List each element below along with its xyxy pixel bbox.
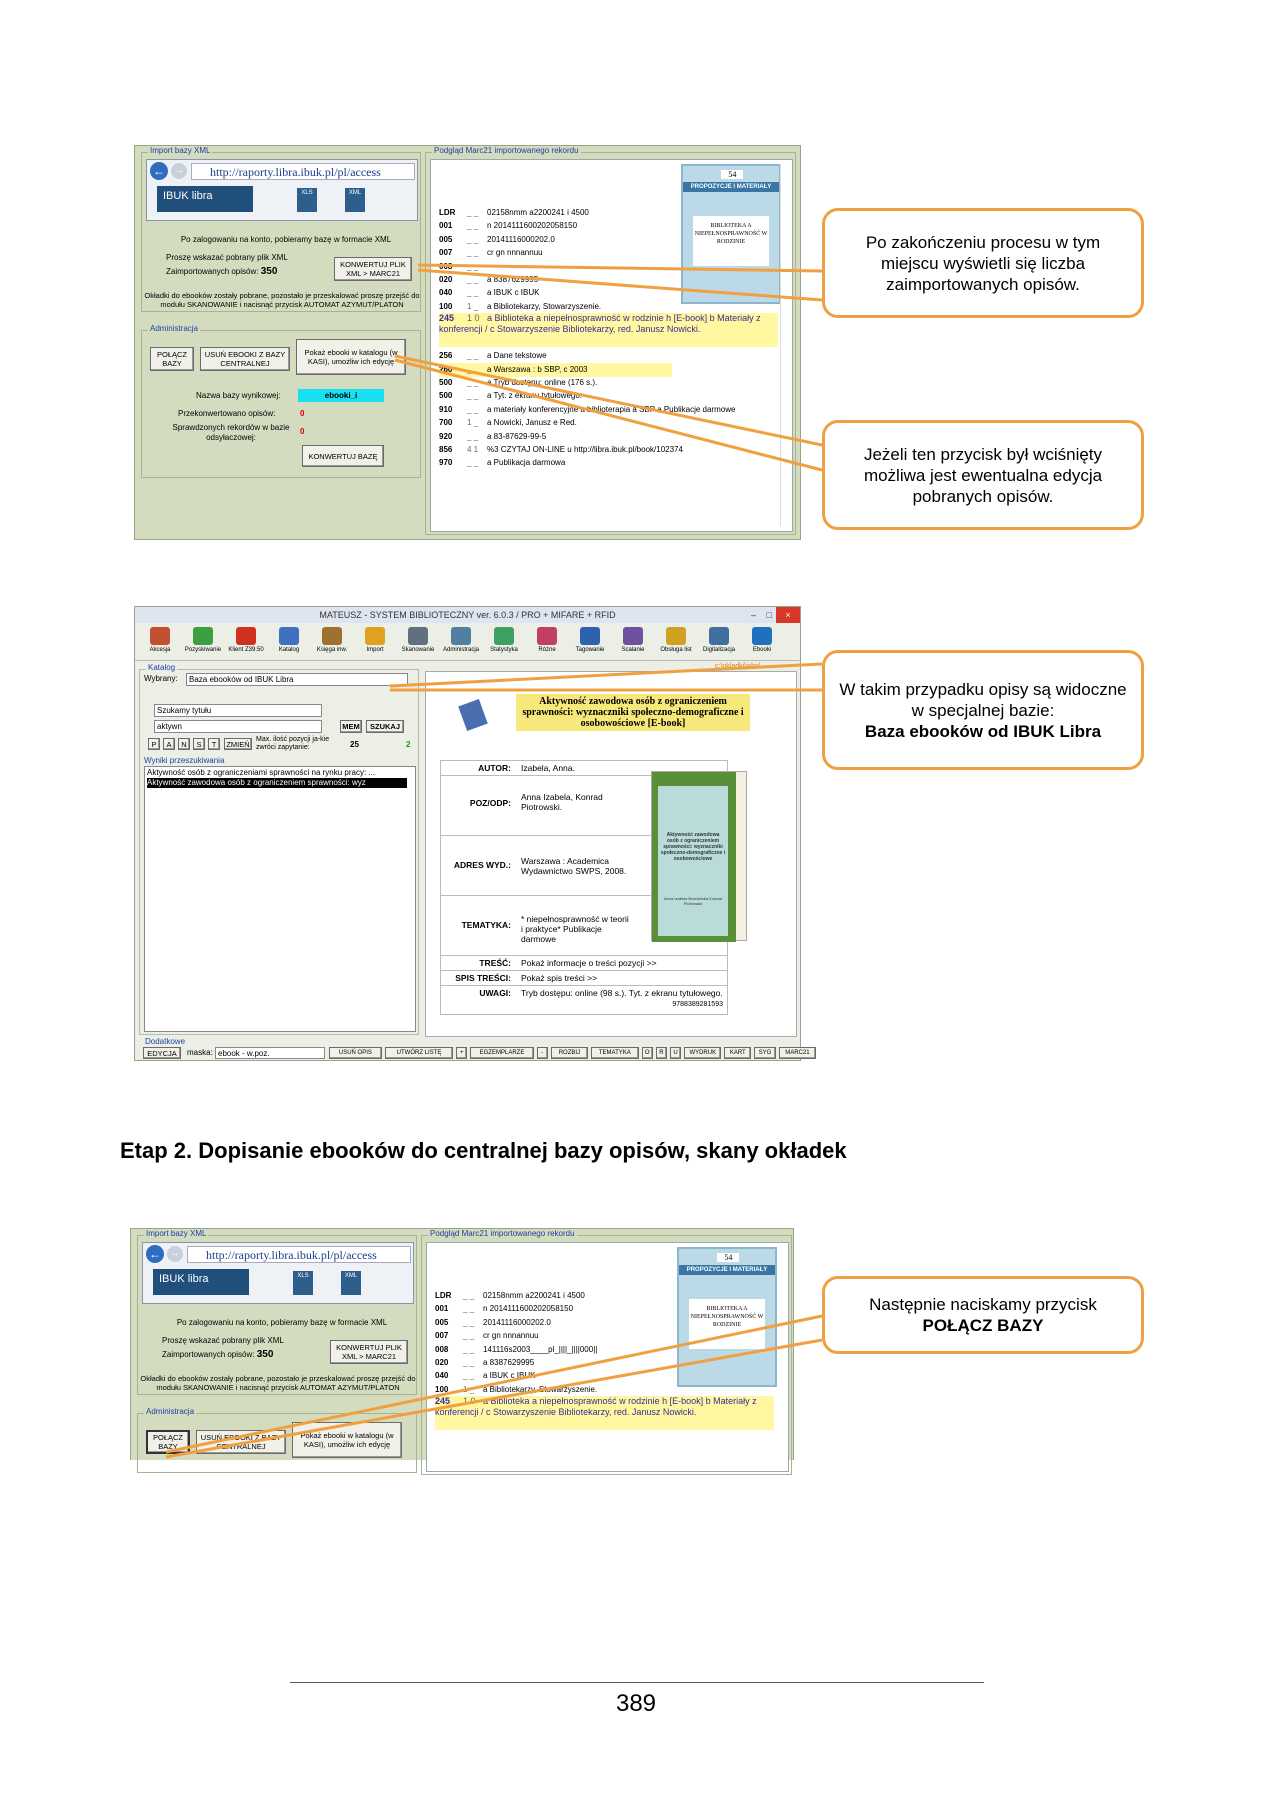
- imported-count: 350: [260, 266, 278, 277]
- target-db-label: Nazwa bazy wynikowej:: [196, 391, 281, 400]
- marc-value: a Publikacja darmowa: [487, 458, 566, 468]
- uwagi-label: UWAGI:: [479, 988, 511, 998]
- marc-tag: LDR: [439, 208, 456, 217]
- result-item[interactable]: Aktywność zawodowa osób z ograniczeniem sprawności: wyz: [147, 778, 407, 788]
- marc-indicator: _ _: [467, 378, 479, 387]
- marc-value: 141116s2003____pl_||||_||||000||: [483, 1344, 598, 1354]
- marc-tag: 100: [439, 301, 453, 311]
- toolbar-label: Administracja: [442, 647, 479, 653]
- marc-tag: 020: [439, 275, 453, 284]
- bottom-u-button[interactable]: U: [670, 1047, 681, 1059]
- callout-imported-count: Po zakończeniu procesu w tym miejscu wyświetli się liczba zaimportowanych opisów.: [822, 208, 1144, 318]
- change-button[interactable]: ZMIEŃ: [224, 738, 252, 750]
- forward-icon[interactable]: →: [167, 1246, 183, 1262]
- toolbar-label: Statystyka: [490, 647, 518, 653]
- marc-tag: 970: [439, 458, 453, 468]
- back-icon[interactable]: ←: [146, 1245, 164, 1263]
- bottom-egzemplarze-button[interactable]: EGZEMPLARZE: [470, 1047, 533, 1059]
- path-label: c:\okladki\isbn\: [715, 663, 761, 670]
- marc-indicator: _ _: [467, 404, 479, 414]
- marc-value: 02158nmm a2200241 i 4500: [483, 1291, 585, 1300]
- filter-p[interactable]: P: [148, 738, 160, 750]
- poz-label: POZ/ODP:: [469, 798, 511, 808]
- marc-indicator: _ _: [467, 248, 479, 258]
- address-bar[interactable]: http://raporty.libra.ibuk.pl/pl/access: [187, 1246, 411, 1263]
- spis-link[interactable]: Pokaż spis treści >>: [521, 973, 598, 983]
- preview-title: Podgląd Marc21 importowanego rekordu: [434, 146, 579, 155]
- marc-value: a Biblioteka a niepełnosprawność w rodzinie h [E-book] b Materiały z konferencji / c Stowarzyszenie Bibliotekarzy, red. Janusz Nowicki.: [435, 1396, 757, 1418]
- marc-value: a Tyt. z ekranu tytułowego.: [487, 391, 583, 401]
- marc-value: a Biblioteka a niepełnosprawność w rodzinie h [E-book] b Materiały z konferencji / c Stowarzyszenie Bibliotekarzy, red. Janusz Nowicki.: [439, 313, 761, 335]
- poz-value: Anna Izabela, Konrad Piotrowski.: [521, 792, 603, 812]
- marc-indicator: _ _: [467, 275, 479, 284]
- toolbar-label: Różne: [538, 647, 556, 653]
- adres-label: ADRES WYD.:: [453, 860, 511, 870]
- connector-1a: [418, 265, 822, 271]
- marc-indicator: _ _: [463, 1304, 475, 1314]
- marc-value: a Dane tekstowe: [487, 351, 547, 361]
- xls-icon[interactable]: XLS: [293, 1271, 313, 1295]
- marc-tag: 256: [439, 351, 453, 361]
- preview-title: Podgląd Marc21 importowanego rekordu: [430, 1229, 575, 1238]
- marc-value: a Tryb dostępu: online (176 s.).: [487, 378, 598, 387]
- marc-tag: 040: [439, 288, 453, 298]
- connect-databases-button[interactable]: POŁĄCZ BAZY: [146, 1430, 190, 1454]
- connector-1b: [418, 270, 822, 300]
- callout-connect-db-bold: POŁĄCZ BAZY: [922, 1316, 1044, 1335]
- toolbar-label: Skanowanie: [401, 647, 435, 653]
- found-count: 2: [406, 740, 411, 749]
- callout-special-db-bold: Baza ebooków od IBUK Libra: [864, 721, 1102, 741]
- toolbar-label: Scalanie: [621, 647, 645, 653]
- window-title: MATEUSZ - SYSTEM BIBLIOTECZNY ver. 6.0.3 / PRO + MIFARE + RFID: [319, 610, 616, 620]
- covers-text: Okładki do ebooków zostały pobrane, pozostało je przeskalować proszę przejść do modułu SKANOWANIE i nacisnąć przycisk AUTOMAT AZYMUT/PLATON: [140, 1374, 416, 1392]
- max-label: Max. ilość pozycji ja-kie zwróci zapytanie:: [256, 736, 330, 751]
- marc-indicator: _ _: [467, 351, 479, 361]
- connect-databases-button[interactable]: POŁĄCZ BAZY: [150, 347, 194, 371]
- marc-value: 20141116000202.0: [483, 1317, 551, 1327]
- marc-value: 02158nmm a2200241 i 4500: [487, 208, 589, 217]
- isbn-value: 9788389281593: [672, 1001, 723, 1008]
- marc-indicator: _ _: [467, 221, 479, 231]
- maximize-button[interactable]: □: [766, 610, 772, 620]
- section-heading: Etap 2. Dopisanie ebooków do centralnej bazy opisów, skany okładek: [120, 1138, 847, 1163]
- edit-button[interactable]: EDYCJA: [143, 1047, 181, 1059]
- login-text: Po zalogowaniu na konto, pobieramy bazę w formacie XML: [180, 235, 392, 244]
- connector-4b: [166, 1340, 822, 1457]
- imported-count: 350: [256, 1349, 274, 1360]
- adres-value: Warszawa : Academica Wydawnictwo SWPS, 2008.: [521, 856, 627, 876]
- dodatkowe-title: Dodatkowe: [145, 1037, 186, 1046]
- convert-db-button[interactable]: KONWERTUJ BAZĘ: [302, 445, 384, 467]
- results-title: Wyniki przeszukiwania: [144, 756, 225, 765]
- bottom-kart-button[interactable]: KART: [724, 1047, 751, 1059]
- marc-indicator: 4 1: [467, 445, 479, 454]
- toolbar-label: Akcesja: [149, 647, 171, 653]
- mask-select[interactable]: ebook - w.poz.: [215, 1047, 325, 1059]
- marc-tag: 005: [435, 1317, 449, 1327]
- search-mode-select[interactable]: Szukamy tytułu: [154, 704, 322, 717]
- toolbar-label: Ebooki: [752, 647, 772, 653]
- checked-label: Sprawdzonych rekordów w bazie odsyłaczowej:: [172, 423, 290, 442]
- bottom-utw-rz-list--button[interactable]: UTWÓRZ LISTĘ: [385, 1047, 453, 1059]
- import-group-title: Import bazy XML: [146, 1229, 207, 1238]
- marc-indicator: _ _: [463, 1317, 475, 1327]
- show-ebooks-button[interactable]: Pokaż ebooki w katalogu (w KASI), umożliw ich edycję: [292, 1422, 402, 1458]
- marc-indicator: _ _: [467, 288, 479, 298]
- page-number: 389: [615, 1690, 657, 1717]
- bottom---button[interactable]: +: [456, 1047, 467, 1059]
- marc-value: %3 CZYTAJ ON-LINE u http://libra.ibuk.pl/book/102374: [487, 445, 683, 454]
- marc-tag: 245: [439, 313, 455, 324]
- book-number: 54: [721, 170, 743, 179]
- choose-file-text: Proszę wskazać pobrany plik XML: [162, 1336, 284, 1345]
- forward-icon[interactable]: →: [171, 163, 187, 179]
- filter-t[interactable]: T: [208, 738, 220, 750]
- marc-tag: 260: [439, 364, 453, 374]
- cover-title: Aktywność zawodowa osób z ograniczeniem sprawności: wyznaczniki społeczno-demograficzne i osobowościowe: [660, 832, 726, 862]
- show-ebooks-button[interactable]: Pokaż ebooki w katalogu (w KASI), umożliw ich edycję: [296, 339, 406, 375]
- author-value: Izabela, Anna.: [521, 763, 575, 773]
- admin-group-title: Administracja: [150, 324, 199, 333]
- marc-value: 20141116000202.0: [487, 234, 555, 244]
- tematyka-label: TEMATYKA:: [461, 920, 511, 930]
- marc-indicator: _ _: [467, 208, 479, 217]
- toolbar-label: Księga inw.: [316, 647, 348, 653]
- cover-authors: Anna Izabela Brzezińska Konrad Piotrowski: [663, 896, 723, 906]
- convert-file-button[interactable]: KONWERTUJ PLIK XML > MARC21: [330, 1340, 408, 1364]
- spis-label: SPIS TREŚCI:: [455, 973, 511, 983]
- connector-3a: [390, 664, 822, 686]
- bottom-marc21-button[interactable]: MARC21: [779, 1047, 816, 1059]
- marc-value: a Bibliotekarzy, Stowarzyszenie.: [487, 301, 602, 311]
- marc-value: cr gn nnnannuu: [487, 248, 543, 258]
- marc-tag: 005: [439, 234, 453, 244]
- marc-value: a IBUK c IBUK: [483, 1371, 536, 1381]
- callout-special-db-text: W takim przypadku opisy są widoczne w specjalnej bazie:: [839, 679, 1127, 720]
- imported-label-text: Zaimportowanych opisów:: [162, 1350, 255, 1359]
- marc-tag: 910: [439, 404, 453, 414]
- marc-tag: 008: [435, 1344, 449, 1354]
- bottom-syg-button[interactable]: SYG: [754, 1047, 776, 1059]
- marc-tag: 007: [439, 248, 453, 258]
- marc-tag: 856: [439, 445, 453, 454]
- marc-indicator: _ _: [463, 1358, 475, 1367]
- mem-button[interactable]: MEM: [340, 720, 362, 733]
- login-text: Po zalogowaniu na konto, pobieramy bazę w formacie XML: [176, 1318, 388, 1327]
- filter-s[interactable]: S: [193, 738, 205, 750]
- bottom-r-button[interactable]: R: [656, 1047, 667, 1059]
- marc-value: a 83-87629-99-5: [487, 431, 547, 441]
- checked-value: 0: [300, 427, 305, 436]
- marc-tag: 001: [439, 221, 453, 231]
- marc-value: a 8387629995: [487, 275, 539, 284]
- marc-tag: 020: [435, 1358, 449, 1367]
- book-title: BIBLIOTEKA A NIEPEŁNOSPRAWNOŚĆ W RODZINIE: [693, 216, 769, 266]
- filter-a[interactable]: A: [163, 738, 175, 750]
- marc-indicator: _ _: [467, 261, 479, 271]
- book-title: BIBLIOTEKA A NIEPEŁNOSPRAWNOŚĆ W RODZINIE: [689, 1299, 765, 1349]
- marc-value: cr gn nnnannuu: [483, 1331, 539, 1341]
- callout-edit-option: Jeżeli ten przycisk był wciśnięty możliwa jest ewentualna edycja pobranych opisów.: [822, 420, 1144, 530]
- bottom-wydruk-button[interactable]: WYDRUK: [684, 1047, 721, 1059]
- choose-file-text: Proszę wskazać pobrany plik XML: [166, 253, 288, 262]
- record-title: Aktywność zawodowa osób z ograniczeniem sprawności: wyznaczniki społeczno-demograficzne i osobowościowe [E-book]: [516, 694, 750, 731]
- marc-tag: 008: [439, 261, 453, 271]
- marc-indicator: _ _: [467, 431, 479, 441]
- bottom-o-button[interactable]: O: [642, 1047, 653, 1059]
- delete-ebooks-button[interactable]: USUŃ EBOOKI Z BAZY CENTRALNEJ: [196, 1430, 286, 1454]
- bottom-rozbij-button[interactable]: ROZBIJ: [551, 1047, 588, 1059]
- admin-group-title: Administracja: [146, 1407, 195, 1416]
- ibuk-libra-logo: IBUK libra: [153, 1269, 249, 1295]
- converted-label: Przekonwertowano opisów:: [178, 409, 276, 418]
- marc-tag: 040: [435, 1371, 449, 1381]
- marc-tag: 245: [435, 1396, 451, 1407]
- max-value: 25: [350, 740, 359, 749]
- book-band: PROPOZYCJE I MATERIAŁY: [683, 182, 779, 192]
- xml-icon[interactable]: XML: [345, 188, 365, 212]
- toolbar-label: Pozyskiwanie: [184, 647, 222, 653]
- marc-indicator: _ _: [463, 1331, 475, 1341]
- marc-value: a Bibliotekarzy, Stowarzyszenie.: [483, 1384, 598, 1394]
- target-db-field[interactable]: ebooki_i: [298, 389, 384, 402]
- toolbar-label: Klient Z39.50: [228, 647, 264, 653]
- marc-indicator: _ _: [467, 458, 479, 468]
- marc-tag: 007: [435, 1331, 449, 1341]
- search-button[interactable]: SZUKAJ: [366, 720, 404, 733]
- ibuk-libra-logo: IBUK libra: [157, 186, 253, 212]
- marc-indicator: _ _: [463, 1291, 475, 1300]
- marc-tag: 500: [439, 391, 453, 401]
- imported-label-text: Zaimportowanych opisów:: [166, 267, 259, 276]
- minimize-button[interactable]: –: [750, 610, 756, 620]
- connector-2b: [395, 360, 822, 470]
- marc-indicator: _ _: [467, 364, 479, 374]
- xml-icon[interactable]: XML: [341, 1271, 361, 1295]
- book-band: PROPOZYCJE I MATERIAŁY: [679, 1265, 775, 1275]
- marc-indicator: 1 _: [463, 1384, 475, 1394]
- mask-label: maska:: [187, 1048, 213, 1057]
- marc-tag: 500: [439, 378, 453, 387]
- xls-icon[interactable]: XLS: [297, 188, 317, 212]
- tresc-link[interactable]: Pokaż informacje o treści pozycji >>: [521, 958, 657, 968]
- converted-value: 0: [300, 409, 305, 418]
- convert-file-button[interactable]: KONWERTUJ PLIK XML > MARC21: [334, 257, 412, 281]
- search-input[interactable]: aktywn: [154, 720, 322, 733]
- marc-tag: 700: [439, 418, 453, 428]
- toolbar-label: Obsługa list: [660, 647, 692, 653]
- tematyka-value: * niepełnosprawność w teorii i praktyce* Publikacje darmowe: [521, 914, 629, 944]
- back-icon[interactable]: ←: [150, 162, 168, 180]
- katalog-title: Katalog: [148, 663, 176, 672]
- marc-indicator: _ _: [463, 1371, 475, 1381]
- callout-connect-db-text: Następnie naciskamy przycisk: [869, 1295, 1097, 1314]
- marc-indicator: _ _: [463, 1344, 475, 1354]
- result-item[interactable]: Aktywność osób z ograniczeniami sprawności na rynku pracy: ...: [147, 768, 376, 777]
- marc-indicator: _ _: [467, 234, 479, 244]
- connector-4a: [166, 1316, 822, 1452]
- toolbar-label: Import: [366, 647, 384, 653]
- covers-text: Okładki do ebooków zostały pobrane, pozostało je przeskalować proszę przejść do modułu SKANOWANIE i nacisnąć przycisk AUTOMAT AZYMUT/PLATON: [144, 291, 420, 309]
- import-group-title: Import bazy XML: [150, 146, 211, 155]
- tresc-label: TREŚĆ:: [479, 958, 511, 968]
- bottom---button[interactable]: -: [537, 1047, 548, 1059]
- filter-n[interactable]: N: [178, 738, 190, 750]
- delete-ebooks-button[interactable]: USUŃ EBOOKI Z BAZY CENTRALNEJ: [200, 347, 290, 371]
- footer-rule: [290, 1682, 984, 1683]
- selected-db-field[interactable]: Baza ebooków od IBUK Libra: [186, 673, 408, 686]
- book-number: 54: [717, 1253, 739, 1262]
- close-button[interactable]: ×: [776, 607, 800, 623]
- selected-label: Wybrany:: [144, 674, 178, 683]
- marc-value: n 2014111600202058150: [483, 1304, 574, 1314]
- marc-indicator: 1 0: [467, 313, 480, 324]
- address-bar[interactable]: http://raporty.libra.ibuk.pl/pl/access: [191, 163, 415, 180]
- toolbar-label: Digitalizacja: [702, 647, 735, 653]
- marc-value: a Warszawa : b SBP, c 2003: [487, 364, 588, 374]
- uwagi-value: Tryb dostępu: online (98 s.). Tyt. z ekranu tytułowego.: [521, 988, 723, 998]
- toolbar-label: Katalog: [278, 647, 300, 653]
- connector-2a: [395, 356, 822, 445]
- marc-tag: 001: [435, 1304, 449, 1314]
- bottom-usu-opis-button[interactable]: USUŃ OPIS: [329, 1047, 382, 1059]
- author-label: AUTOR:: [478, 763, 511, 773]
- marc-value: a IBUK c IBUK: [487, 288, 540, 298]
- marc-value: a materiały konferencyjne a biblioterapia a SBP a Publikacje darmowe: [487, 404, 736, 414]
- marc-tag: 920: [439, 431, 453, 441]
- marc-value: a Nowicki, Janusz e Red.: [487, 418, 577, 428]
- bottom-tematyka-button[interactable]: TEMATYKA: [591, 1047, 639, 1059]
- marc-value: a 8387629995: [483, 1358, 535, 1367]
- marc-indicator: 1 _: [467, 301, 479, 311]
- marc-indicator: _ _: [467, 391, 479, 401]
- marc-indicator: 1 _: [467, 418, 479, 428]
- marc-value: n 2014111600202058150: [487, 221, 578, 231]
- marc-indicator: 1 0: [463, 1396, 476, 1407]
- marc-tag: LDR: [435, 1291, 452, 1300]
- marc-tag: 100: [435, 1384, 449, 1394]
- toolbar-label: Tagowanie: [575, 647, 605, 653]
